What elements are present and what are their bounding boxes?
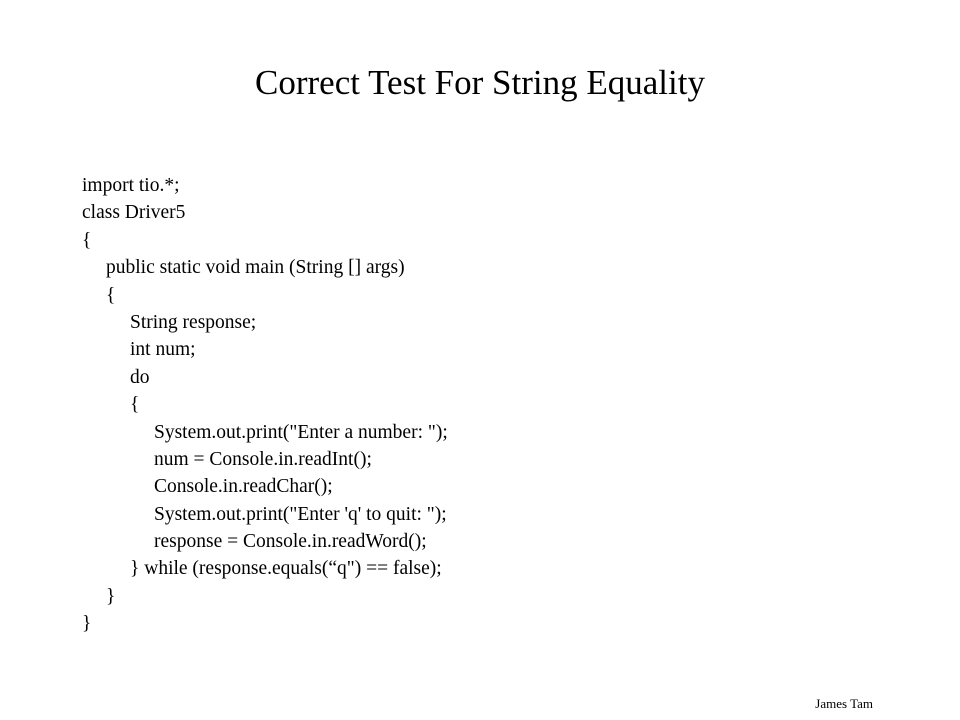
code-listing: [82, 172, 448, 638]
code-line: {: [130, 394, 140, 416]
slide-title: Correct Test For String Equality: [255, 63, 705, 102]
code-line: System.out.print("Enter 'q' to quit: ");: [154, 503, 447, 525]
code-line: } while (response.equals(“q") == false);: [130, 558, 442, 580]
code-line: public static void main (String [] args): [106, 257, 405, 279]
code-line: class Driver5: [82, 202, 186, 224]
code-line: System.out.print("Enter a number: ");: [154, 421, 448, 443]
code-line: num = Console.in.readInt();: [154, 448, 372, 470]
code-line: Console.in.readChar();: [154, 476, 333, 498]
code-line: response = Console.in.readWord();: [154, 531, 427, 553]
code-line: {: [106, 284, 116, 306]
code-line: do: [130, 366, 150, 388]
code-line: }: [106, 585, 116, 607]
code-line: String response;: [130, 311, 257, 333]
code-line: int num;: [130, 339, 196, 361]
code-line: import tio.*;: [82, 175, 180, 196]
author-footer: James Tam: [815, 696, 873, 711]
code-line: {: [82, 229, 92, 251]
code-line: }: [82, 613, 92, 635]
